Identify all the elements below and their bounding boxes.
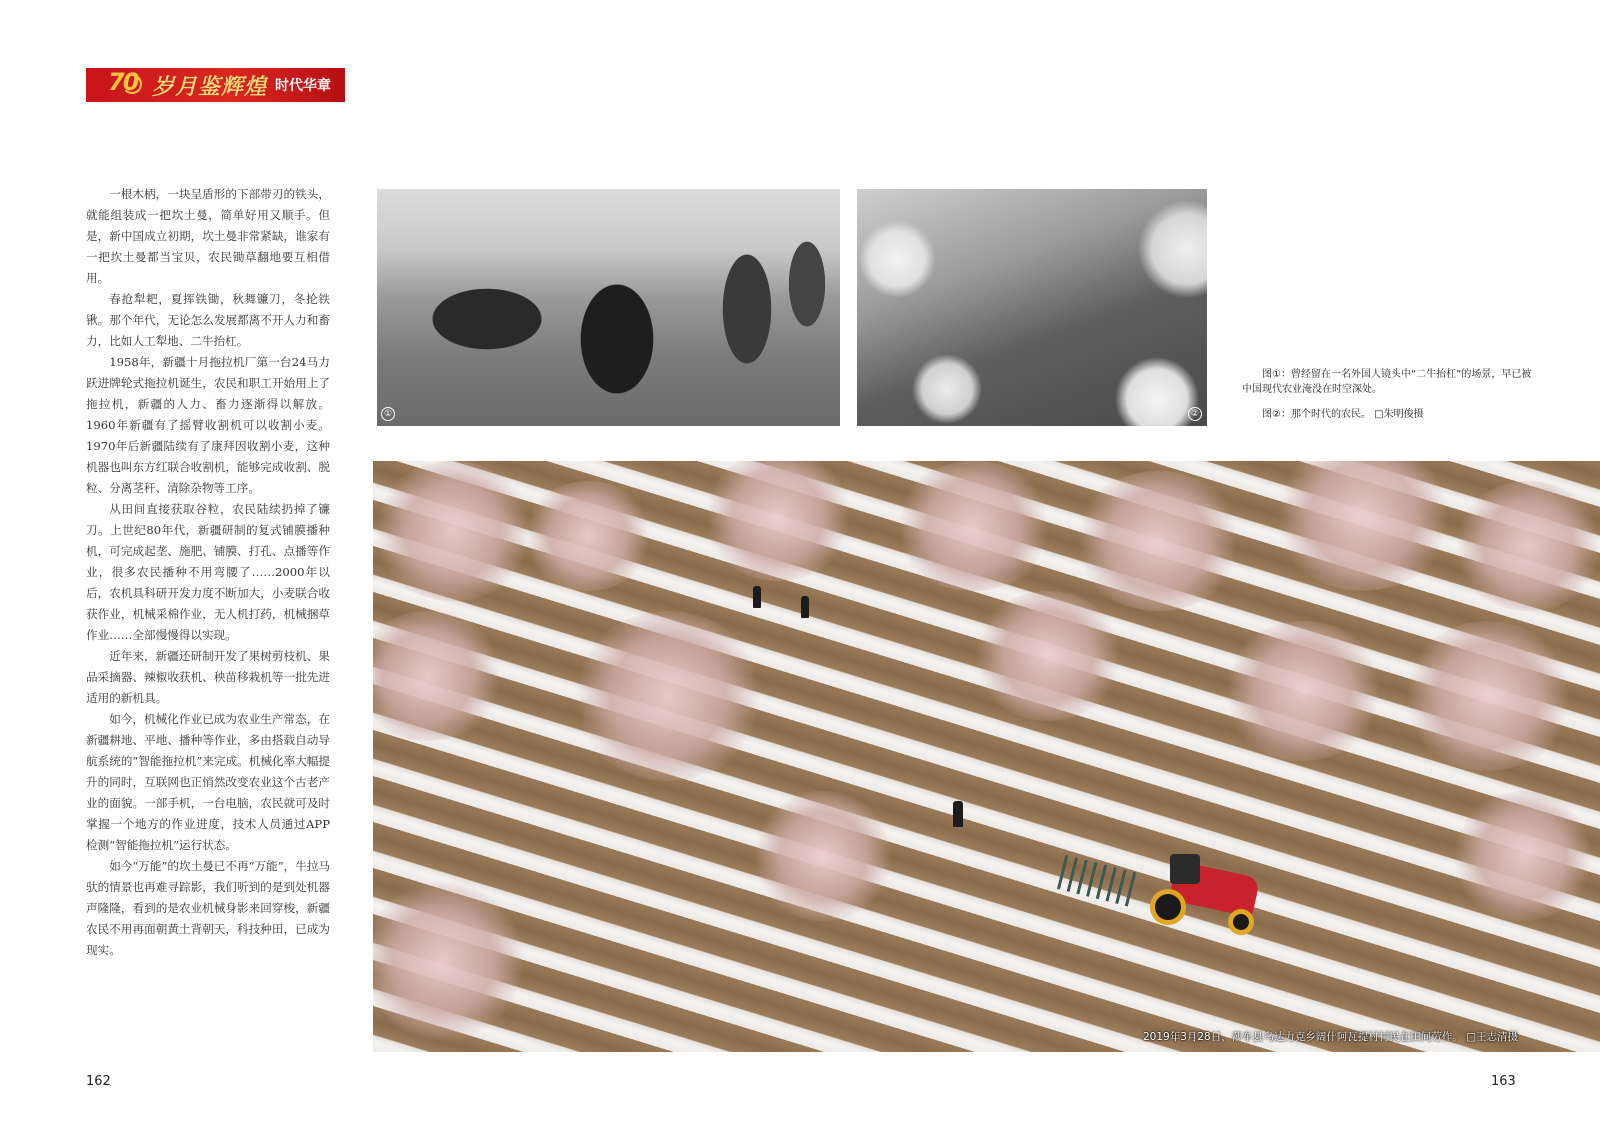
blossom-tree: [573, 611, 763, 781]
article-paragraph: 从田间直接获取谷粒，农民陆续扔掉了镰刀。上世纪80年代，新疆研制的复式铺膜播种机，可完成起垄、施肥、铺膜、打孔、点播等作业，很多农民播种不用弯腰了……2000年以后，农机具科研开发力度不断加大，小麦联合收获作业，机械采棉作业，无人机打药，机械捆草作业……全部慢慢得以实现。: [86, 502, 330, 642]
article-paragraph: 如今，机械化作业已成为农业生产常态，在新疆耕地、平地、播种等作业，多由搭载自动导航系统的“智能拖拉机”来完成。机械化率大幅提升的同时，互联网也正悄然改变农业这个古老产业的面貌。一部手机，一台电脑，农民就可及时掌握一个地方的作业进度，技术人员通过APP检测“智能拖拉机”运行状态。: [86, 712, 330, 852]
article-paragraph: 春抢犁耙，夏挥铁锄，秋舞镰刀，冬抡铁锹。那个年代，无论怎么发展都离不开人力和畜力，比如人工犁地、二牛抬杠。: [86, 292, 330, 348]
section-banner: [86, 68, 345, 102]
logo-number: 70: [108, 68, 138, 96]
photo-number-badge: ①: [381, 407, 395, 421]
blossom-tree: [1073, 471, 1243, 611]
blossom-tree: [1403, 621, 1573, 771]
article-paragraph: 如今“万能”的坎土曼已不再“万能”，牛拉马驮的情景也再难寻踪影，我们听到的是到处机器声隆隆，看到的是农业机械身影来回穿梭，新疆农民不用再面朝黄土背朝天，科技种田，已成为现实。: [86, 859, 330, 957]
blossom-tree: [523, 481, 653, 591]
villager-figure: [953, 801, 963, 827]
red-tractor: [1130, 854, 1265, 934]
article-paragraph: 一根木柄，一块呈盾形的下部带刃的铁头，就能组装成一把坎土曼，简单好用又顺手。但是，新中国成立初期，坎土曼非常紧缺，谁家有一把坎土曼都当宝贝，农民锄草翻地要互相借用。: [86, 187, 330, 285]
blossom-tree: [1453, 481, 1600, 611]
logo-ring-icon: [122, 74, 142, 94]
tractor-front-wheel: [1228, 909, 1254, 935]
blossom-tree: [1223, 621, 1383, 761]
banner-calligraphy: 岁月鉴辉煌: [152, 73, 268, 100]
tractor-rear-wheel: [1150, 889, 1186, 925]
tractor-driver: [1170, 854, 1200, 884]
blossom-tree: [753, 791, 893, 921]
photo-3-caption: 2019年3月28日，莎车县乌达力克乡阔什阿瓦提村村民在田间劳作。 □王志清摄: [1142, 1031, 1518, 1043]
villager-figure: [801, 596, 809, 618]
photo-number-badge: ②: [1188, 407, 1202, 421]
blossom-tree: [703, 461, 853, 581]
photo-farmers-orchard: [857, 189, 1207, 426]
blossom-tree: [1273, 461, 1453, 591]
anniversary-70-logo: [108, 70, 142, 100]
caption-photo-1: 图①：曾经留在一名外国人镜头中“二牛抬杠”的场景，早已被中国现代农业淹没在时空深处。: [1242, 369, 1532, 395]
article-body: [86, 184, 330, 961]
photo-captions: [1242, 367, 1532, 422]
blossom-tree: [373, 611, 503, 741]
article-paragraph: 近年来，新疆还研制开发了果树剪枝机、果品采摘器、辣椒收获机、秧苗移栽机等一批先进适用的新机具。: [86, 649, 330, 705]
banner-subtitle: 时代华章: [275, 78, 332, 94]
tractor-implement: [1057, 855, 1143, 908]
photo-aerial-orchard-tractor: [373, 461, 1600, 1052]
blossom-tree: [1453, 791, 1593, 921]
blossom-tree: [973, 591, 1123, 721]
article-paragraph: 1958年，新疆十月拖拉机厂第一台24马力跃进牌轮式拖拉机诞生，农民和职工开始用上了拖拉机，新疆的人力、畜力逐渐得以解放。1960年新疆有了摇臂收割机可以收割小麦。1970年后新疆陆续有了康拜因收割小麦，这种机器也叫东方红联合收割机，能够完成收割、脱粒、分离茎秆、清除杂物等工序。: [86, 355, 330, 495]
page-number-right: 163: [1491, 1074, 1516, 1089]
blossom-tree: [893, 461, 1053, 591]
page-number-left: 162: [86, 1074, 111, 1089]
villager-figure: [753, 586, 761, 608]
blossom-tree: [373, 881, 523, 1041]
caption-photo-2: 图②：那个时代的农民。 □朱明俊摄: [1262, 409, 1424, 420]
photo-oxen-plowing: [377, 189, 840, 426]
blossom-tree: [373, 461, 533, 601]
